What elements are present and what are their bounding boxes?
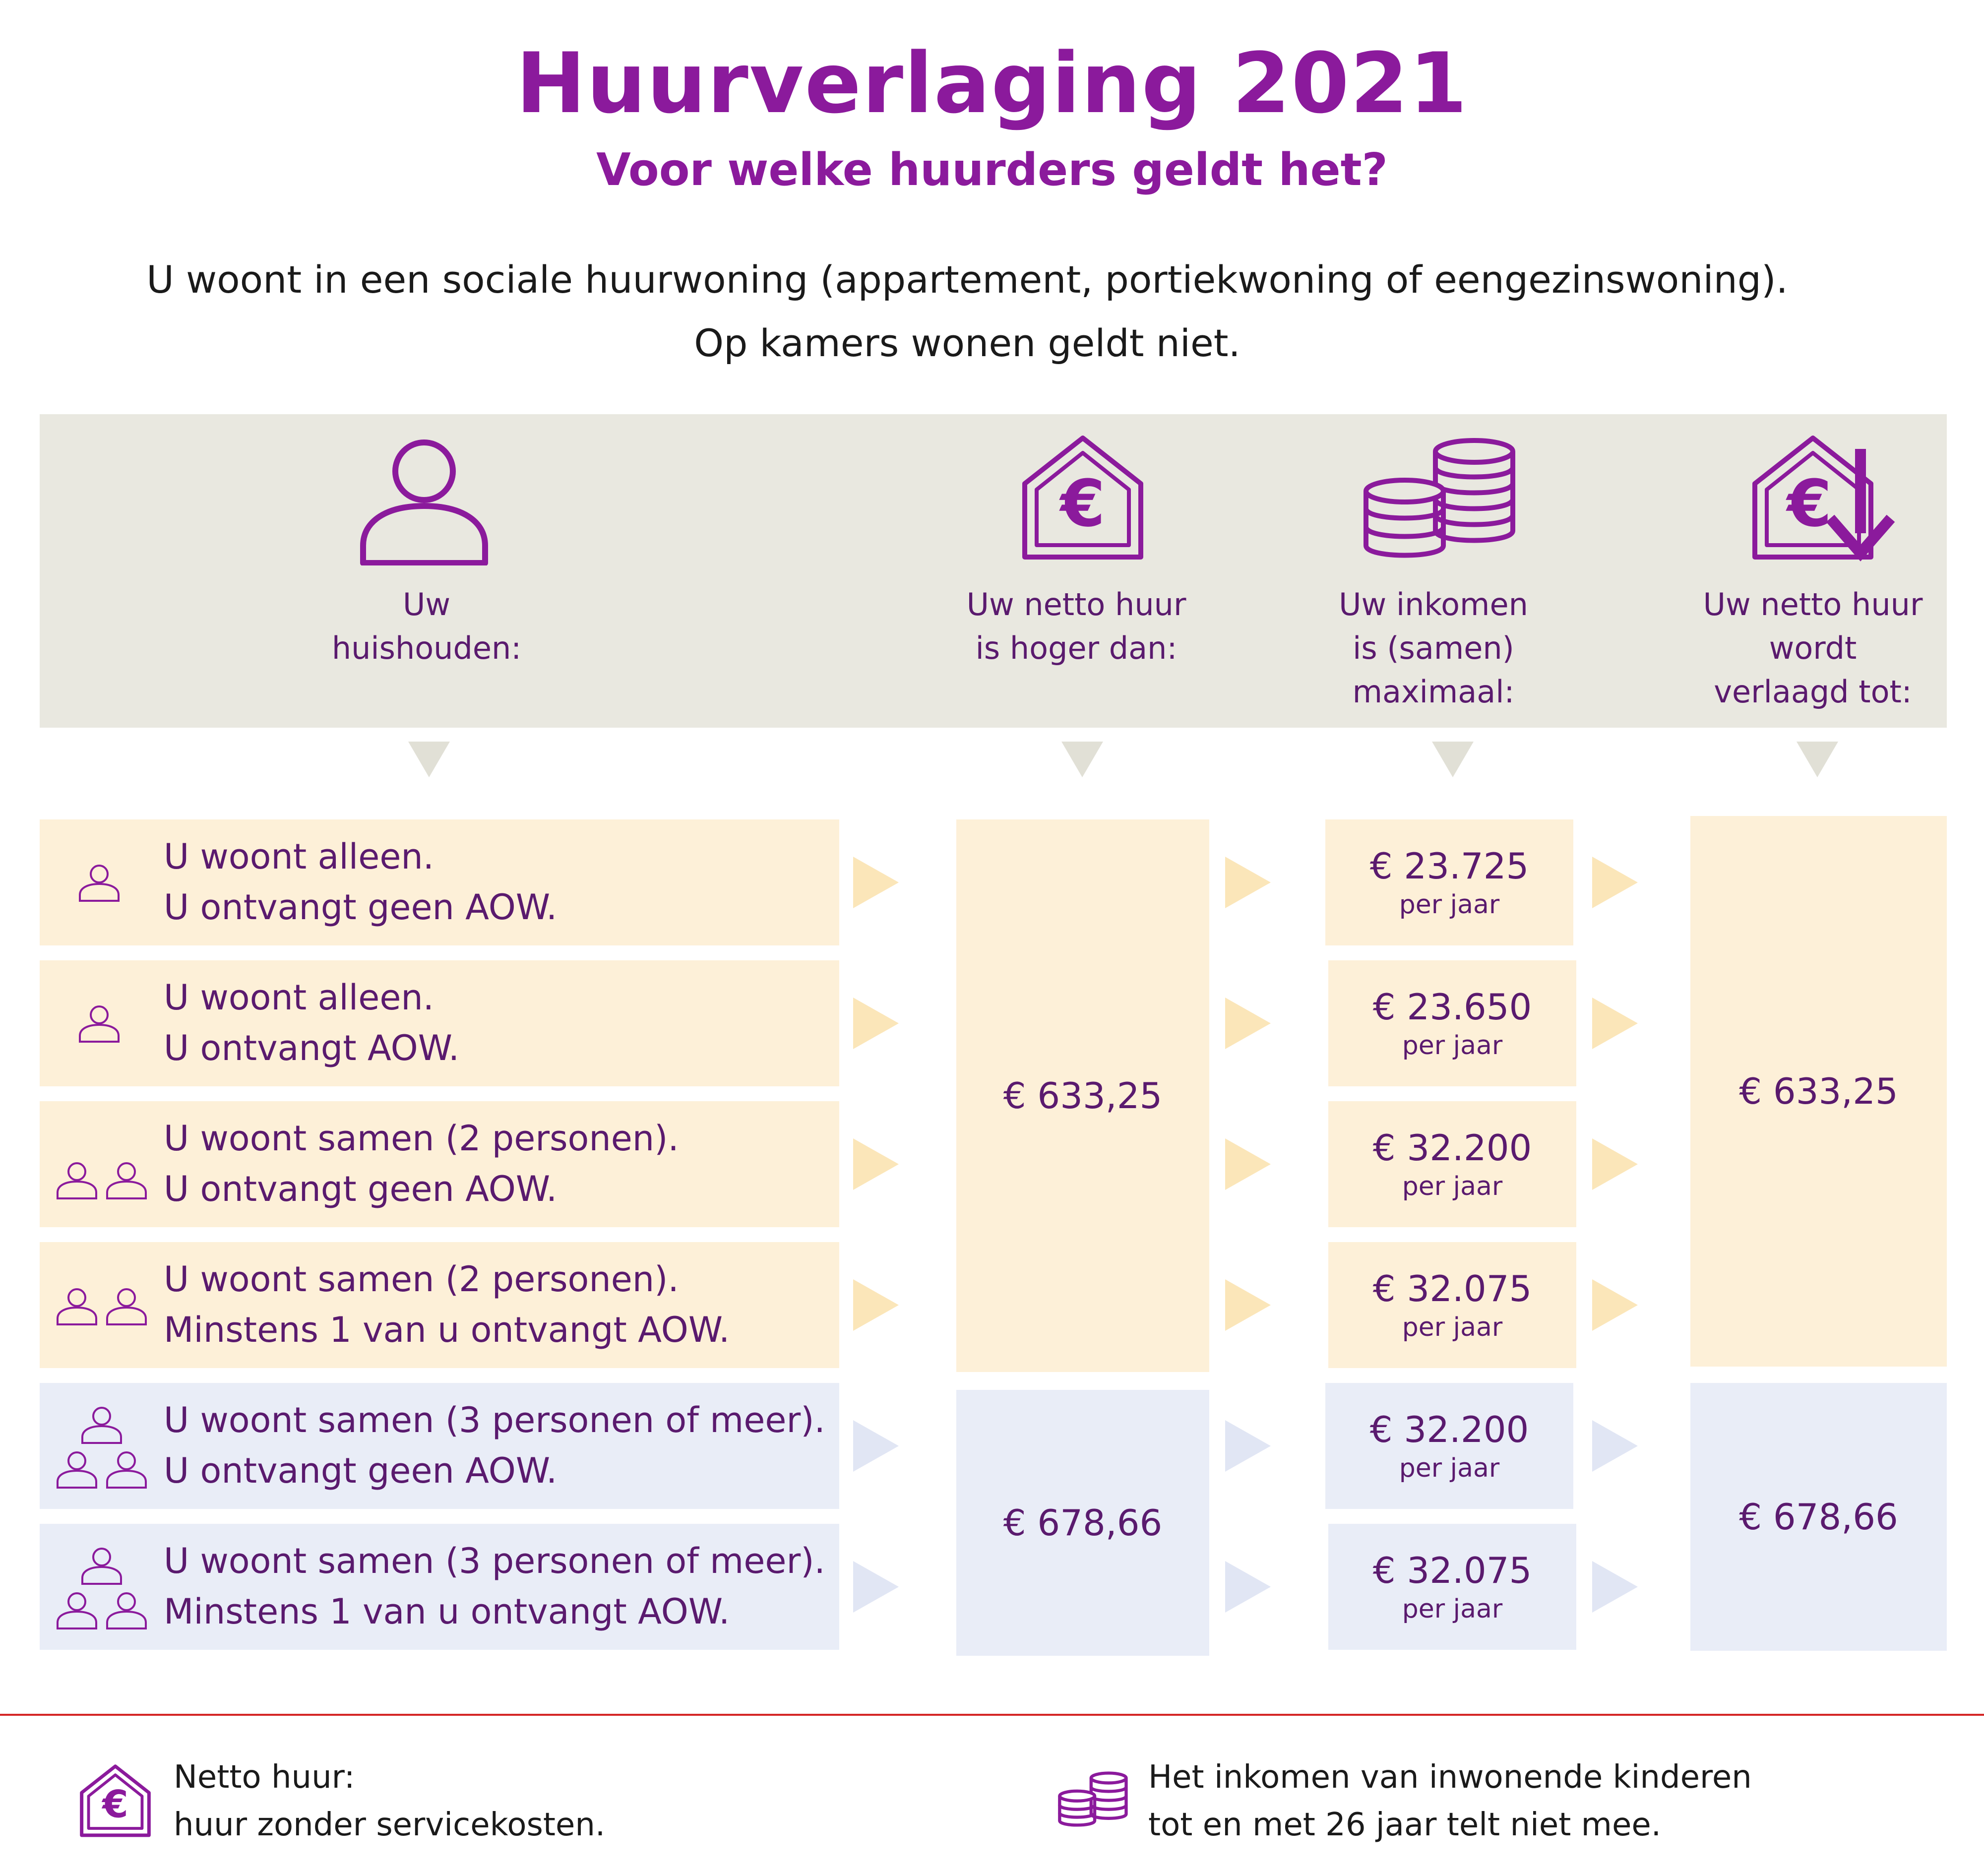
header-income-line-1: Uw inkomen bbox=[1339, 586, 1528, 623]
rent-threshold-large bbox=[956, 1390, 1209, 1656]
arrow-right-icon bbox=[1225, 998, 1271, 1049]
coins-icon bbox=[1056, 1771, 1128, 1828]
household-row-4-line-2: Minstens 1 van u ontvangt AOW. bbox=[164, 1310, 730, 1350]
footer-children-income bbox=[1148, 1753, 1752, 1849]
arrow-right-icon bbox=[853, 1138, 899, 1190]
arrow-right-icon bbox=[1592, 1420, 1638, 1472]
header-income-line-2: is (samen) bbox=[1353, 630, 1514, 666]
header-rent-line-1: Uw netto huur bbox=[966, 586, 1186, 623]
household-row-3 bbox=[40, 1101, 839, 1227]
two-persons-icon bbox=[55, 1287, 149, 1326]
income-box-1 bbox=[1325, 819, 1573, 945]
down-arrow-reduced bbox=[1797, 742, 1838, 777]
svg-text:€: € bbox=[1060, 466, 1106, 541]
household-row-2-line-2: U ontvangt AOW. bbox=[164, 1028, 460, 1068]
rent-threshold-small-value: € 633,25 bbox=[1003, 1075, 1163, 1117]
footer-net-rent-line-2: huur zonder servicekosten. bbox=[174, 1807, 606, 1843]
header-reduced-line-2: wordt bbox=[1769, 630, 1857, 666]
arrow-right-icon bbox=[853, 998, 899, 1049]
divider-line bbox=[0, 1714, 1984, 1716]
income-per-6: per jaar bbox=[1402, 1594, 1503, 1624]
arrow-right-icon bbox=[1592, 857, 1638, 908]
page-subtitle: Voor welke huurders geldt het? bbox=[596, 144, 1388, 196]
group-persons-icon bbox=[55, 1405, 149, 1490]
arrow-right-icon bbox=[853, 857, 899, 908]
income-per-5: per jaar bbox=[1399, 1453, 1500, 1483]
header-income-line-3: maximaal: bbox=[1352, 674, 1515, 710]
arrow-right-icon bbox=[1225, 1279, 1271, 1331]
footer-net-rent-line-1: Netto huur: bbox=[174, 1759, 355, 1796]
household-row-2-text bbox=[164, 972, 459, 1073]
arrow-right-icon bbox=[1225, 1138, 1271, 1190]
footer-children-line-1: Het inkomen van inwonende kinderen bbox=[1148, 1759, 1752, 1796]
income-box-4 bbox=[1328, 1242, 1576, 1368]
income-value-1: € 23.725 bbox=[1369, 845, 1529, 887]
header-rent-line-2: is hoger dan: bbox=[975, 630, 1178, 666]
single-person-icon bbox=[77, 1004, 122, 1044]
household-row-5 bbox=[40, 1383, 839, 1509]
house-euro-down-icon bbox=[1751, 434, 1900, 565]
household-row-4-text bbox=[164, 1254, 730, 1355]
household-row-2-line-1: U woont alleen. bbox=[164, 977, 434, 1018]
header-band bbox=[40, 414, 1947, 728]
rent-threshold-large-value: € 678,66 bbox=[1003, 1502, 1163, 1544]
footer-children-line-2: tot en met 26 jaar telt niet mee. bbox=[1148, 1807, 1662, 1843]
income-per-4: per jaar bbox=[1402, 1313, 1503, 1342]
income-box-3 bbox=[1328, 1101, 1576, 1227]
house-euro-icon bbox=[79, 1763, 151, 1838]
header-household-line-2: huishouden: bbox=[331, 630, 522, 666]
down-arrow-rent bbox=[1061, 742, 1103, 777]
arrow-right-icon bbox=[1592, 998, 1638, 1049]
header-reduced-line-3: verlaagd tot: bbox=[1714, 674, 1912, 710]
svg-text:€: € bbox=[1787, 466, 1832, 541]
house-euro-icon bbox=[1021, 434, 1145, 561]
household-row-1-line-1: U woont alleen. bbox=[164, 836, 434, 877]
household-row-6-line-2: Minstens 1 van u ontvangt AOW. bbox=[164, 1591, 730, 1632]
down-arrow-household bbox=[408, 742, 450, 777]
income-value-5: € 32.200 bbox=[1369, 1409, 1529, 1450]
reduced-to-large bbox=[1690, 1383, 1947, 1651]
income-value-2: € 23.650 bbox=[1372, 986, 1532, 1028]
person-icon bbox=[357, 437, 491, 565]
arrow-right-icon bbox=[853, 1561, 899, 1613]
income-value-4: € 32.075 bbox=[1372, 1268, 1532, 1310]
intro-line-1: U woont in een sociale huurwoning (appartement, portiekwoning of eengezinswoning). bbox=[146, 257, 1788, 302]
income-value-3: € 32.200 bbox=[1372, 1127, 1532, 1169]
household-row-1-text bbox=[164, 831, 557, 933]
income-value-6: € 32.075 bbox=[1372, 1550, 1532, 1591]
two-persons-icon bbox=[55, 1161, 149, 1200]
household-row-5-text bbox=[164, 1395, 825, 1496]
household-row-3-line-1: U woont samen (2 personen). bbox=[164, 1118, 679, 1159]
header-rent bbox=[928, 583, 1225, 670]
header-reduced-line-1: Uw netto huur bbox=[1703, 586, 1923, 623]
group-persons-icon bbox=[55, 1546, 149, 1630]
household-row-5-line-1: U woont samen (3 personen of meer). bbox=[164, 1400, 825, 1440]
arrow-right-icon bbox=[853, 1279, 899, 1331]
coins-icon bbox=[1359, 437, 1518, 561]
header-household bbox=[278, 583, 575, 670]
intro-text bbox=[0, 248, 1934, 375]
arrow-right-icon bbox=[1225, 1420, 1271, 1472]
header-income bbox=[1285, 583, 1582, 714]
household-row-2 bbox=[40, 960, 839, 1086]
arrow-right-icon bbox=[1592, 1138, 1638, 1190]
svg-text:€: € bbox=[102, 1782, 128, 1826]
household-row-6 bbox=[40, 1524, 839, 1650]
income-per-1: per jaar bbox=[1399, 890, 1500, 920]
reduced-to-small-value: € 633,25 bbox=[1739, 1070, 1898, 1112]
household-row-3-text bbox=[164, 1113, 679, 1214]
footer-net-rent bbox=[174, 1753, 605, 1849]
household-row-1 bbox=[40, 819, 839, 945]
income-box-2 bbox=[1328, 960, 1576, 1086]
household-row-1-line-2: U ontvangt geen AOW. bbox=[164, 887, 558, 928]
arrow-right-icon bbox=[1592, 1561, 1638, 1613]
single-person-icon bbox=[77, 863, 122, 903]
income-per-2: per jaar bbox=[1402, 1031, 1503, 1061]
income-box-6 bbox=[1328, 1524, 1576, 1650]
household-row-4-line-1: U woont samen (2 personen). bbox=[164, 1259, 679, 1300]
income-per-3: per jaar bbox=[1402, 1172, 1503, 1201]
reduced-to-small bbox=[1690, 816, 1947, 1367]
household-row-5-line-2: U ontvangt geen AOW. bbox=[164, 1450, 558, 1491]
arrow-right-icon bbox=[853, 1420, 899, 1472]
household-row-6-line-1: U woont samen (3 personen of meer). bbox=[164, 1541, 825, 1581]
rent-threshold-small bbox=[956, 819, 1209, 1372]
arrow-right-icon bbox=[1225, 1561, 1271, 1613]
down-arrow-income bbox=[1432, 742, 1474, 777]
page-title: Huurverlaging 2021 bbox=[516, 35, 1468, 132]
income-box-5 bbox=[1325, 1383, 1573, 1509]
household-row-4 bbox=[40, 1242, 839, 1368]
reduced-to-large-value: € 678,66 bbox=[1739, 1496, 1898, 1538]
arrow-right-icon bbox=[1592, 1279, 1638, 1331]
household-row-6-text bbox=[164, 1536, 825, 1637]
intro-line-2: Op kamers wonen geldt niet. bbox=[694, 321, 1240, 365]
header-household-line-1: Uw bbox=[402, 586, 451, 623]
arrow-right-icon bbox=[1225, 857, 1271, 908]
household-row-3-line-2: U ontvangt geen AOW. bbox=[164, 1169, 558, 1209]
header-reduced bbox=[1664, 583, 1962, 714]
